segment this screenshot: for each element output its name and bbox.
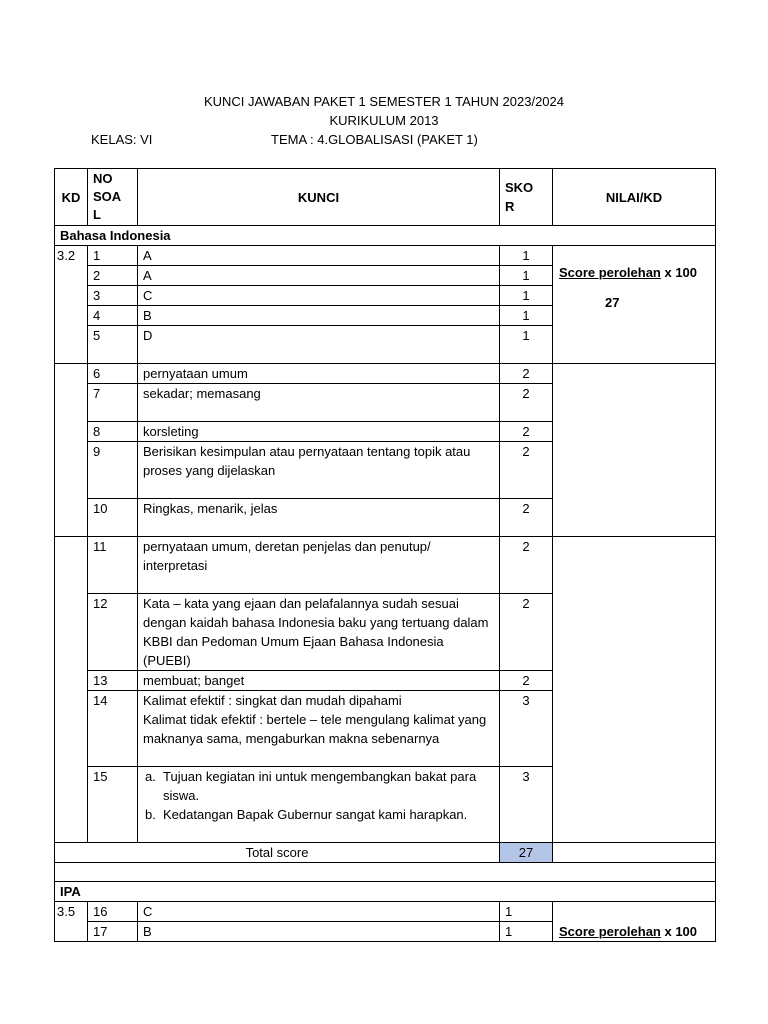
total-row: [55, 843, 716, 863]
formula-label: Score perolehan: [559, 265, 661, 280]
kd-cell: 3.2: [55, 246, 88, 364]
table-row: [55, 246, 716, 266]
skor-cell: 1: [500, 306, 553, 326]
kunci-cell: A: [138, 266, 500, 286]
formula-multiplier: x 100: [660, 924, 698, 939]
list-item: a. Tujuan kegiatan ini untuk mengembangkan bakat para siswa.: [145, 769, 477, 803]
header-nilai: NILAI/KD: [553, 169, 716, 226]
no-cell: 11: [88, 537, 138, 594]
kunci-cell: membuat; banget: [138, 671, 500, 691]
section-ipa: IPA: [55, 882, 716, 902]
kunci-cell: C: [138, 902, 500, 922]
skor-cell: 2: [500, 442, 553, 499]
no-cell: 15: [88, 767, 138, 843]
no-cell: 7: [88, 384, 138, 422]
no-cell: 3: [88, 286, 138, 306]
table-row: [55, 902, 716, 922]
document-title: KUNCI JAWABAN PAKET 1 SEMESTER 1 TAHUN 2023/2024: [203, 94, 565, 109]
nilai-max-score: 27: [605, 295, 620, 310]
skor-cell: 2: [500, 499, 553, 537]
kunci-cell: pernyataan umum: [138, 364, 500, 384]
nilai-cell-empty: [553, 364, 716, 537]
no-cell: 13: [88, 671, 138, 691]
table-header-row: [55, 169, 716, 226]
kunci-cell: B: [138, 922, 500, 942]
skor-cell: 2: [500, 537, 553, 594]
header-skor: SKO R: [500, 169, 553, 226]
total-label: Total score: [55, 843, 500, 863]
kunci-line: Kalimat tidak efektif : bertele – tele mengulang kalimat yang maknanya sama, mengaburkan makna sebenarnya: [143, 712, 487, 746]
no-cell: 8: [88, 422, 138, 442]
answer-list: [143, 767, 494, 824]
section-row: [55, 226, 716, 246]
kunci-cell: pernyataan umum, deretan penjelas dan penutup/ interpretasi: [138, 537, 500, 594]
skor-cell: 1: [500, 326, 553, 364]
skor-cell: 2: [500, 594, 553, 671]
nilai-cell: [553, 246, 716, 364]
kunci-cell: Kata – kata yang ejaan dan pelafalannya sudah sesuai dengan kaidah bahasa Indonesia baku yang tertuang dalam KBBI dan Pedoman Umum Ejaan Bahasa Indonesia (PUEBI): [138, 594, 500, 671]
no-cell: 2: [88, 266, 138, 286]
header-kunci: KUNCI: [138, 169, 500, 226]
skor-cell: 3: [500, 691, 553, 767]
nilai-cell-empty: [553, 537, 716, 843]
kunci-cell: Ringkas, menarik, jelas: [138, 499, 500, 537]
skor-cell: 2: [500, 364, 553, 384]
kunci-cell: A: [138, 246, 500, 266]
kunci-cell: B: [138, 306, 500, 326]
spacer-row: [55, 863, 716, 882]
no-cell: 14: [88, 691, 138, 767]
table-row: [55, 537, 716, 594]
skor-cell: 1: [500, 266, 553, 286]
skor-cell: 1: [500, 246, 553, 266]
section-row: [55, 882, 716, 902]
kunci-cell: C: [138, 286, 500, 306]
skor-cell: 2: [500, 671, 553, 691]
header-no-soal: NO SOA L: [88, 169, 138, 226]
skor-cell: 2: [500, 384, 553, 422]
answer-key-table: [54, 168, 716, 942]
formula-multiplier: x 100: [660, 265, 698, 280]
kunci-cell: sekadar; memasang: [138, 384, 500, 422]
section-bahasa-indonesia: Bahasa Indonesia: [55, 226, 716, 246]
kd-cell-empty: [55, 364, 88, 537]
tema-label: TEMA : 4.GLOBALISASI (PAKET 1): [271, 132, 478, 147]
kd-cell-empty: [55, 537, 88, 843]
no-cell: 17: [88, 922, 138, 942]
list-item: b. Kedatangan Bapak Gubernur sangat kami harapkan.: [145, 807, 468, 822]
skor-cell: 3: [500, 767, 553, 843]
skor-cell: 1: [500, 902, 553, 922]
spacer-cell: [55, 863, 716, 882]
skor-cell: 1: [500, 922, 553, 942]
kunci-cell: [138, 767, 500, 843]
formula-label: Score perolehan: [559, 924, 661, 939]
skor-cell: 1: [500, 286, 553, 306]
no-cell: 12: [88, 594, 138, 671]
no-cell: 1: [88, 246, 138, 266]
kunci-cell: Berisikan kesimpulan atau pernyataan tentang topik atau proses yang dijelaskan: [138, 442, 500, 499]
header-kd: KD: [55, 169, 88, 226]
no-cell: 10: [88, 499, 138, 537]
kunci-cell: [138, 691, 500, 767]
no-cell: 5: [88, 326, 138, 364]
kunci-cell: korsleting: [138, 422, 500, 442]
no-cell: 9: [88, 442, 138, 499]
no-cell: 16: [88, 902, 138, 922]
no-cell: 6: [88, 364, 138, 384]
no-cell: 4: [88, 306, 138, 326]
kunci-line: Kalimat efektif : singkat dan mudah dipahami: [143, 693, 402, 708]
kunci-cell: D: [138, 326, 500, 364]
skor-cell: 2: [500, 422, 553, 442]
kelas-label: KELAS: VI: [91, 132, 153, 147]
document-subtitle: KURIKULUM 2013: [329, 113, 439, 128]
total-value: 27: [500, 843, 553, 863]
kd-cell: 3.5: [55, 902, 88, 942]
table-row: [55, 364, 716, 384]
total-empty: [553, 843, 716, 863]
nilai-cell: [553, 902, 716, 942]
